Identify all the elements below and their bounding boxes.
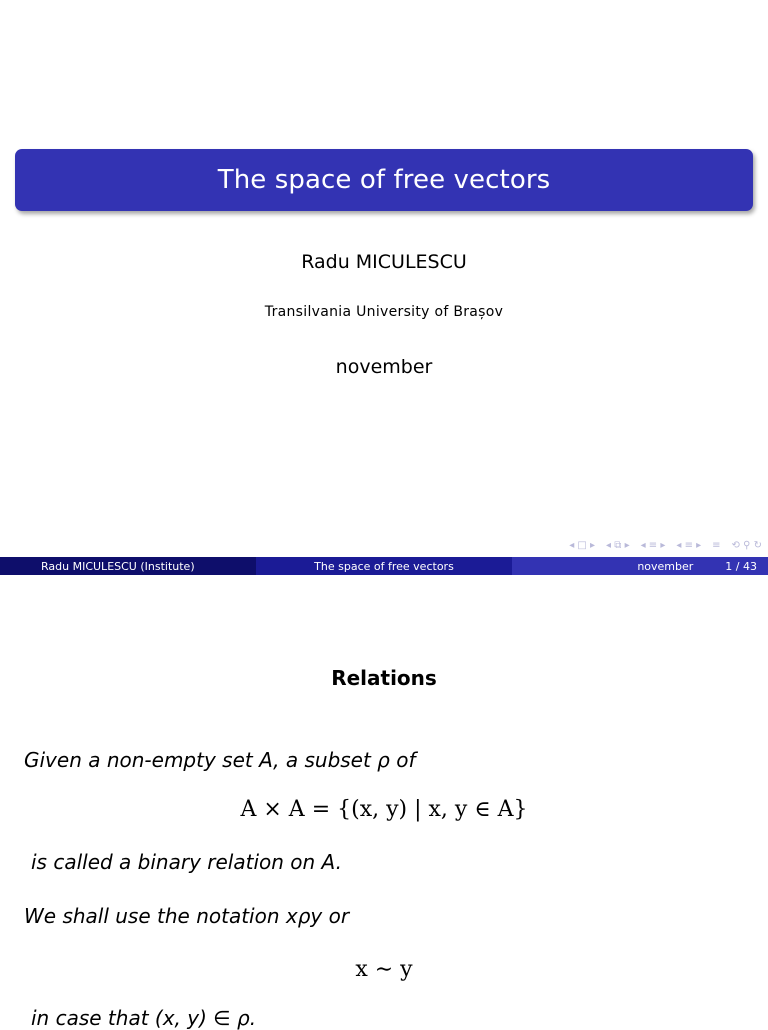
author: Radu MICULESCU xyxy=(301,251,467,273)
definition-line-1: Given a non-empty set A, a subset ρ of xyxy=(24,748,416,772)
date: november xyxy=(335,356,433,378)
slide-title: The space of free vectors xyxy=(217,165,551,195)
nav-subsection-icon[interactable]: ◂ ⧉ ▸ xyxy=(606,539,630,551)
footer-date: november xyxy=(637,559,694,573)
footer-author-text: Radu MICULESCU (Institute) xyxy=(41,559,195,573)
notation-line: We shall use the notation xρy or xyxy=(24,904,350,928)
footer-title-text: The space of free vectors xyxy=(314,559,454,573)
footer-bar xyxy=(0,557,768,575)
math-cartesian-product: A × A = {(x, y) | x, y ∈ A} xyxy=(240,797,528,822)
footer-date-page xyxy=(512,557,768,575)
nav-appendix-icon[interactable]: ≡ xyxy=(712,539,721,551)
nav-document-icon[interactable]: ◂ ≡ ▸ xyxy=(676,539,702,551)
institution: Transilvania University of Brașov xyxy=(264,304,504,320)
nav-search-icon[interactable]: ⟲ ⚲ ↻ xyxy=(731,539,762,551)
notation-condition-line: in case that (x, y) ∈ ρ. xyxy=(31,1006,257,1030)
math-tilde: x ∼ y xyxy=(355,957,413,982)
title-box xyxy=(15,149,753,211)
frame-title: Relations xyxy=(331,666,437,690)
footer-title xyxy=(256,557,512,575)
nav-section-icon[interactable]: ◂ ≡ ▸ xyxy=(640,539,666,551)
definition-line-2: is called a binary relation on A. xyxy=(31,850,342,874)
footer-author xyxy=(0,557,256,575)
beamer-navigation xyxy=(0,538,762,552)
nav-frame-icon[interactable]: ◂ □ ▸ xyxy=(569,539,596,551)
footer-page-number: 1 / 43 xyxy=(725,559,757,573)
